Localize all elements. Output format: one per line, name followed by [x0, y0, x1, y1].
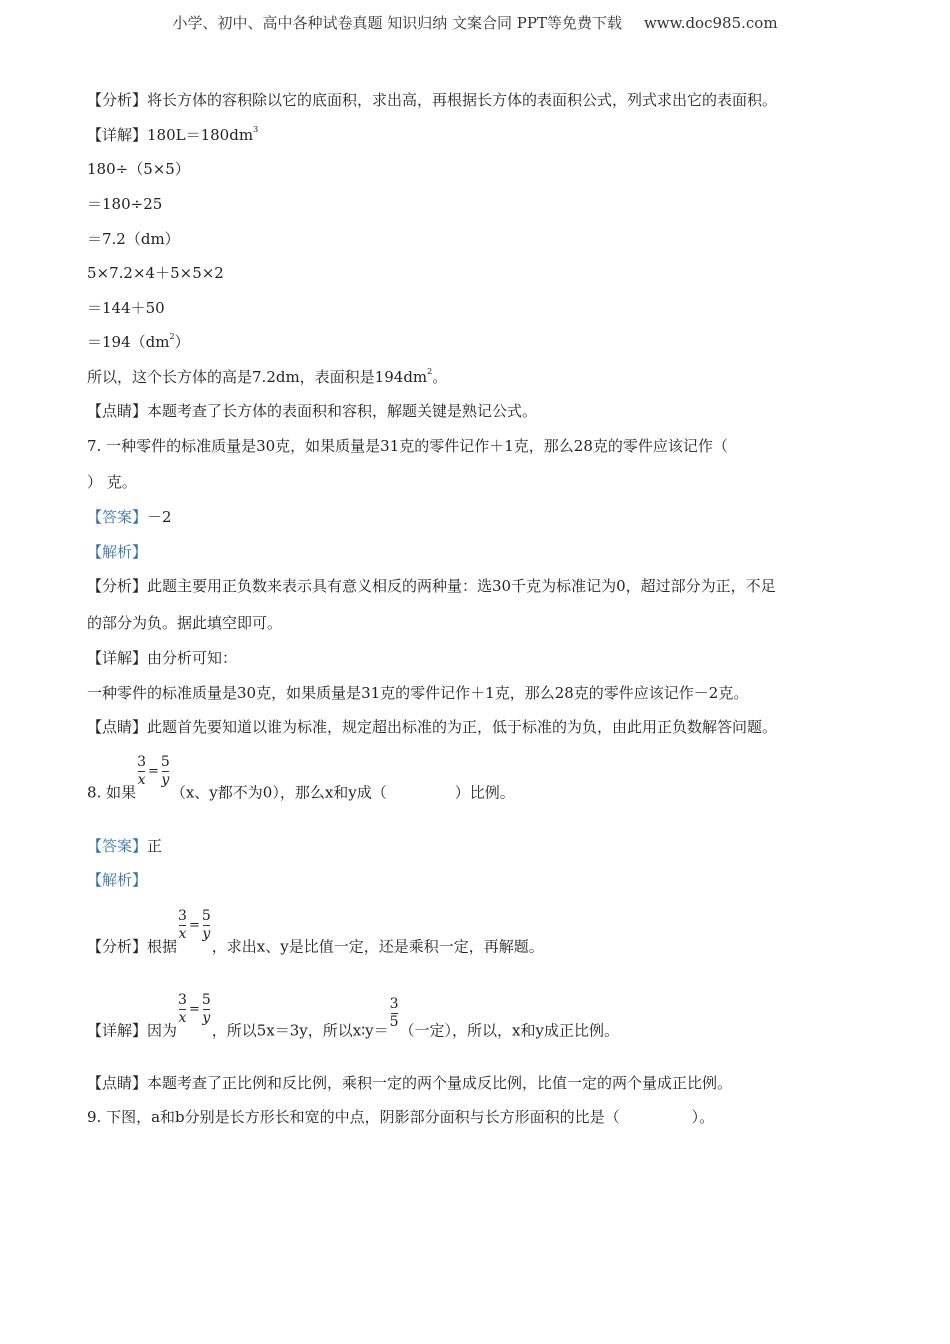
q8-fraction-5-y: $\frac{5}{y}$: [160, 754, 170, 788]
q8-analysis-fraction-5-y: $\frac{5}{y}$: [201, 908, 211, 942]
q6-step-2: ＝180÷25: [87, 195, 163, 213]
q6-conclusion: 所以，这个长方体的高是7.2dm，表面积是$194dm^2$。: [87, 367, 448, 386]
q6-step-6: $=194(dm^2)$: [87, 332, 190, 351]
header-site[interactable]: www.doc985.com: [643, 14, 778, 32]
q8-analysis: 【分析】根据 $\frac{3}{x}$ = $\frac{5}{y}$ ，求出x、y是比值一定，还是乘积一定，再解题。: [87, 908, 544, 956]
q7-analysis-line-1: 【分析】此题主要用正负数来表示具有意义相反的两种量：选30千克为标准记为0，超过部分为正，不足: [87, 577, 776, 595]
q8-detail-fraction-5-y: $\frac{5}{y}$: [201, 992, 211, 1026]
q7-answer: 【答案】－2: [87, 508, 172, 526]
q6-analysis: 【分析】将长方体的容积除以它的底面积，求出高，再根据长方体的表面积公式，列式求出它的表面积。: [87, 91, 778, 109]
q6-detail: 【详解】$180L=180dm^3$: [87, 125, 259, 144]
q8-ratio-fraction: $\frac{3}{5}$: [389, 996, 399, 1030]
q6-step-4: 5×7.2×4＋5×5×2: [87, 264, 224, 282]
q7-comment: 【点睛】此题首先要知道以谁为标准，规定超出标准的为正，低于标准的为负，由此用正负数解答问题。: [87, 718, 778, 736]
q7-detail-line-2: 一种零件的标准质量是30克，如果质量是31克的零件记作＋1克，那么28克的零件应该记作－2克。: [87, 684, 749, 702]
q6-step-3: ＝7.2（dm）: [87, 230, 180, 248]
q7-jiexi: 【解析】: [87, 543, 148, 561]
q7-question-line-2: ） 克。: [87, 473, 137, 491]
q6-step-5: ＝144＋50: [87, 299, 165, 317]
q6-comment: 【点睛】本题考查了长方体的表面积和容积，解题关键是熟记公式。: [87, 402, 538, 420]
page-header: [0, 12, 950, 33]
q8-fraction-3-x: $\frac{3}{x}$: [137, 754, 147, 788]
q8-detail: 【详解】因为 $\frac{3}{x}$ = $\frac{5}{y}$ ，所以5x＝3y，所以x∶y＝ $\frac{3}{5}$ （一定），所以，x和y成正比例。: [87, 992, 619, 1040]
q9-question: 9. 下图，a和b分别是长方形长和宽的中点，阴影部分面积与长方形面积的比是（ ）。: [87, 1108, 715, 1126]
q7-analysis-line-2: 的部分为负。据此填空即可。: [87, 614, 283, 632]
q6-step-1: 180÷（5×5）: [87, 160, 190, 178]
q8-answer: 【答案】正: [87, 837, 163, 855]
q8-jiexi: 【解析】: [87, 871, 148, 889]
q8-analysis-fraction-3-x: $\frac{3}{x}$: [178, 908, 187, 942]
q7-detail: 【详解】由分析可知：: [87, 649, 238, 667]
q8-detail-fraction-3-x: $\frac{3}{x}$: [178, 992, 187, 1026]
q7-question-line-1: 7. 一种零件的标准质量是30克，如果质量是31克的零件记作＋1克，那么28克的零件应该记作（: [87, 437, 728, 455]
q8-question: 8. 如果 $\frac{3}{x}$ = $\frac{5}{y}$ （x、y都不为0），那么x和y成（ ）比例。: [87, 754, 515, 802]
q8-comment: 【点睛】本题考查了正比例和反比例，乘积一定的两个量成反比例，比值一定的两个量成正比例。: [87, 1074, 733, 1092]
header-text: 小学、初中、高中各种试卷真题 知识归纳 文案合同 PPT等免费下载: [172, 14, 622, 32]
